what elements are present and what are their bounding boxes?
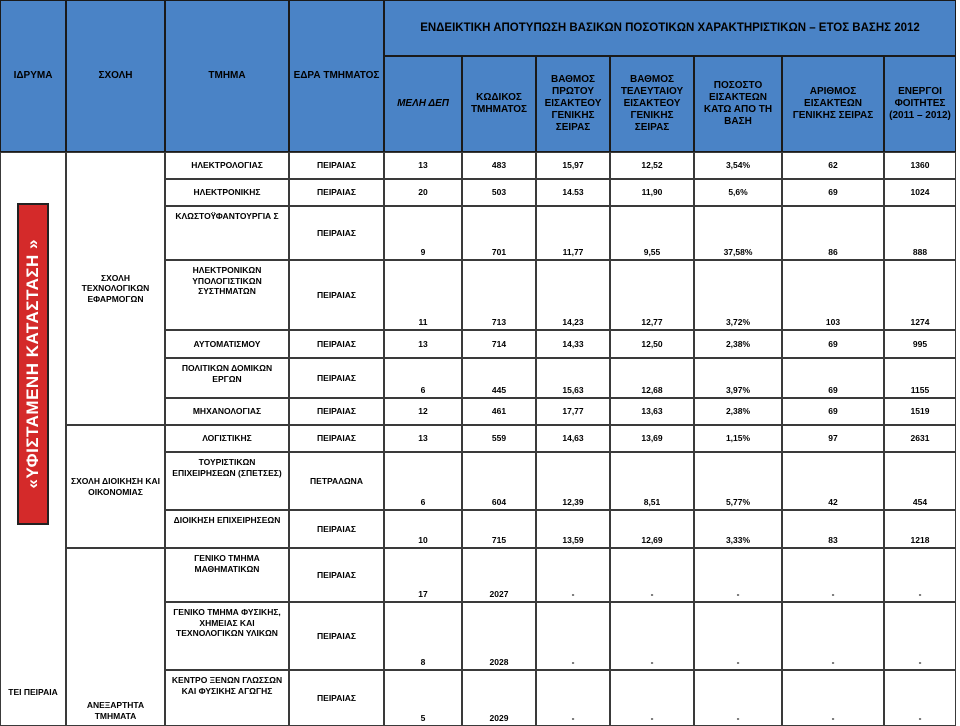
dept-name: ΠΟΛΙΤΙΚΩΝ ΔΟΜΙΚΩΝ ΕΡΓΩΝ	[165, 358, 289, 398]
header-institution: ΙΔΡΥΜΑ	[0, 0, 66, 152]
last-grade: -	[610, 670, 694, 726]
staff-count: 11	[384, 260, 462, 330]
dept-name: ΗΛΕΚΤΡΟΛΟΓΙΑΣ	[165, 152, 289, 179]
dept-name: ΓΕΝΙΚΟ ΤΜΗΜΑ ΜΑΘΗΜΑΤΙΚΩΝ	[165, 548, 289, 602]
below-base-pct: 2,38%	[694, 330, 782, 358]
below-base-pct: 3,54%	[694, 152, 782, 179]
staff-count: 6	[384, 452, 462, 510]
active-students: 1155	[884, 358, 956, 398]
school-independent-departments: ΑΝΕΞΑΡΤΗΤΑ ΤΜΗΜΑΤΑ	[66, 548, 165, 726]
admitted-count: 103	[782, 260, 884, 330]
staff-count: 13	[384, 152, 462, 179]
header-active-students: ΕΝΕΡΓΟΙ ΦΟΙΤΗΤΕΣ (2011 – 2012)	[884, 56, 956, 152]
staff-count: 9	[384, 206, 462, 260]
dept-code: 2027	[462, 548, 536, 602]
below-base-pct: 3,97%	[694, 358, 782, 398]
admitted-count: 69	[782, 179, 884, 206]
first-grade: 17,77	[536, 398, 610, 425]
active-students: 1218	[884, 510, 956, 548]
staff-count: 12	[384, 398, 462, 425]
active-students: 1274	[884, 260, 956, 330]
dept-seat: ΠΕΙΡΑΙΑΣ	[289, 330, 384, 358]
active-students: -	[884, 548, 956, 602]
dept-name: ΤΟΥΡΙΣΤΙΚΩΝ ΕΠΙΧΕΙΡΗΣΕΩΝ (ΣΠΕΤΣΕΣ)	[165, 452, 289, 510]
dept-code: 715	[462, 510, 536, 548]
dept-code: 2029	[462, 670, 536, 726]
admitted-count: 97	[782, 425, 884, 452]
dept-code: 714	[462, 330, 536, 358]
admitted-count: 69	[782, 398, 884, 425]
staff-count: 13	[384, 330, 462, 358]
dept-code: 713	[462, 260, 536, 330]
staff-count: 6	[384, 358, 462, 398]
dept-seat: ΠΕΙΡΑΙΑΣ	[289, 152, 384, 179]
active-students: 888	[884, 206, 956, 260]
header-banner: ΕΝΔΕΙΚΤΙΚΗ ΑΠΟΤΥΠΩΣΗ ΒΑΣΙΚΩΝ ΠΟΣΟΤΙΚΩΝ ΧΑΡΑΚΤΗΡΙΣΤΙΚΩΝ – ΕΤΟΣ ΒΑΣΗΣ 2012	[384, 0, 956, 56]
header-department: ΤΜΗΜΑ	[165, 0, 289, 152]
first-grade: -	[536, 602, 610, 670]
dept-seat: ΠΕΙΡΑΙΑΣ	[289, 548, 384, 602]
below-base-pct: 3,72%	[694, 260, 782, 330]
staff-count: 5	[384, 670, 462, 726]
below-base-pct: 1,15%	[694, 425, 782, 452]
header-seat: ΕΔΡΑ ΤΜΗΜΑΤΟΣ	[289, 0, 384, 152]
dept-seat: ΠΕΙΡΑΙΑΣ	[289, 425, 384, 452]
admitted-count: 62	[782, 152, 884, 179]
admitted-count: 69	[782, 358, 884, 398]
admitted-count: 86	[782, 206, 884, 260]
last-grade: -	[610, 602, 694, 670]
below-base-pct: 2,38%	[694, 398, 782, 425]
staff-count: 20	[384, 179, 462, 206]
below-base-pct: 5,77%	[694, 452, 782, 510]
dept-seat: ΠΕΙΡΑΙΑΣ	[289, 179, 384, 206]
last-grade: 13,63	[610, 398, 694, 425]
last-grade: 12,77	[610, 260, 694, 330]
school-management-economics: ΣΧΟΛΗ ΔΙΟΙΚΗΣΗ ΚΑΙ ΟΙΚΟΝΟΜΙΑΣ	[66, 425, 165, 548]
dept-name: ΗΛΕΚΤΡΟΝΙΚΩΝ ΥΠΟΛΟΓΙΣΤΙΚΩΝ ΣΥΣΤΗΜΑΤΩΝ	[165, 260, 289, 330]
first-grade: 15,97	[536, 152, 610, 179]
dept-name: ΑΥΤΟΜΑΤΙΣΜΟΥ	[165, 330, 289, 358]
below-base-pct: -	[694, 602, 782, 670]
staff-count: 13	[384, 425, 462, 452]
dept-name: ΓΕΝΙΚΟ ΤΜΗΜΑ ΦΥΣΙΚΗΣ, ΧΗΜΕΙΑΣ ΚΑΙ ΤΕΧΝΟΛΟΓΙΚΩΝ ΥΛΙΚΩΝ	[165, 602, 289, 670]
active-students: 1024	[884, 179, 956, 206]
dept-name: ΛΟΓΙΣΤΙΚΗΣ	[165, 425, 289, 452]
last-grade: 8,51	[610, 452, 694, 510]
first-grade: 15,63	[536, 358, 610, 398]
header-admitted: ΑΡΙΘΜΟΣ ΕΙΣΑΚΤΕΩΝ ΓΕΝΙΚΗΣ ΣΕΙΡΑΣ	[782, 56, 884, 152]
dept-name: ΚΛΩΣΤΟΫΦΑΝΤΟΥΡΓΙΑ Σ	[165, 206, 289, 260]
last-grade: 9,55	[610, 206, 694, 260]
dept-name: ΜΗΧΑΝΟΛΟΓΙΑΣ	[165, 398, 289, 425]
dept-seat: ΠΕΙΡΑΙΑΣ	[289, 510, 384, 548]
first-grade: 11,77	[536, 206, 610, 260]
first-grade: 14,63	[536, 425, 610, 452]
last-grade: 12,68	[610, 358, 694, 398]
school-technological-applications: ΣΧΟΛΗ ΤΕΧΝΟΛΟΓΙΚΩΝ ΕΦΑΡΜΟΓΩΝ	[66, 152, 165, 425]
dept-code: 483	[462, 152, 536, 179]
first-grade: 14,23	[536, 260, 610, 330]
header-last-grade: ΒΑΘΜΟΣ ΤΕΛΕΥΤΑΙΟΥ ΕΙΣΑΚΤΕΟΥ ΓΕΝΙΚΗΣ ΣΕΙΡΑΣ	[610, 56, 694, 152]
dept-seat: ΠΕΙΡΑΙΑΣ	[289, 206, 384, 260]
active-students: 1519	[884, 398, 956, 425]
last-grade: 13,69	[610, 425, 694, 452]
first-grade: 14.53	[536, 179, 610, 206]
dept-code: 2028	[462, 602, 536, 670]
dept-code: 604	[462, 452, 536, 510]
dept-seat: ΠΕΙΡΑΙΑΣ	[289, 398, 384, 425]
last-grade: 12,52	[610, 152, 694, 179]
below-base-pct: 37,58%	[694, 206, 782, 260]
active-students: 2631	[884, 425, 956, 452]
last-grade: 12,50	[610, 330, 694, 358]
below-base-pct: 5,6%	[694, 179, 782, 206]
first-grade: 14,33	[536, 330, 610, 358]
last-grade: -	[610, 548, 694, 602]
dept-seat: ΠΕΙΡΑΙΑΣ	[289, 260, 384, 330]
header-staff: ΜΕΛΗ ΔΕΠ	[384, 56, 462, 152]
first-grade: -	[536, 548, 610, 602]
admitted-count: -	[782, 670, 884, 726]
institution-name: ΤΕΙ ΠΕΙΡΑΙΑ	[8, 687, 58, 697]
staff-count: 8	[384, 602, 462, 670]
first-grade: -	[536, 670, 610, 726]
active-students: -	[884, 602, 956, 670]
last-grade: 12,69	[610, 510, 694, 548]
dept-name: ΔΙΟΙΚΗΣΗ ΕΠΙΧΕΙΡΗΣΕΩΝ	[165, 510, 289, 548]
admitted-count: 42	[782, 452, 884, 510]
admitted-count: 69	[782, 330, 884, 358]
dept-name: ΗΛΕΚΤΡΟΝΙΚΗΣ	[165, 179, 289, 206]
admitted-count: -	[782, 548, 884, 602]
dept-code: 461	[462, 398, 536, 425]
header-below-base: ΠΟΣΟΣΤΟ ΕΙΣΑΚΤΕΩΝ ΚΑΤΩ ΑΠΟ ΤΗ ΒΑΣΗ	[694, 56, 782, 152]
dept-code: 559	[462, 425, 536, 452]
header-first-grade: ΒΑΘΜΟΣ ΠΡΩΤΟΥ ΕΙΣΑΚΤΕΟΥ ΓΕΝΙΚΗΣ ΣΕΙΡΑΣ	[536, 56, 610, 152]
dept-code: 445	[462, 358, 536, 398]
staff-count: 10	[384, 510, 462, 548]
dept-name: ΚΕΝΤΡΟ ΞΕΝΩΝ ΓΛΩΣΣΩΝ ΚΑΙ ΦΥΣΙΚΗΣ ΑΓΩΓΗΣ	[165, 670, 289, 726]
first-grade: 12,39	[536, 452, 610, 510]
dept-seat: ΠΕΙΡΑΙΑΣ	[289, 670, 384, 726]
header-school: ΣΧΟΛΗ	[66, 0, 165, 152]
dept-seat: ΠΕΙΡΑΙΑΣ	[289, 358, 384, 398]
below-base-pct: 3,33%	[694, 510, 782, 548]
institution-cell	[0, 152, 66, 726]
admitted-count: 83	[782, 510, 884, 548]
admitted-count: -	[782, 602, 884, 670]
dept-code: 503	[462, 179, 536, 206]
dept-seat: ΠΕΙΡΑΙΑΣ	[289, 602, 384, 670]
dept-code: 701	[462, 206, 536, 260]
below-base-pct: -	[694, 670, 782, 726]
status-badge: «ΥΦΙΣΤΑΜΕΝΗ ΚΑΤΑΣΤΑΣΗ »	[17, 203, 49, 525]
staff-count: 17	[384, 548, 462, 602]
below-base-pct: -	[694, 548, 782, 602]
active-students: 454	[884, 452, 956, 510]
first-grade: 13,59	[536, 510, 610, 548]
header-code: ΚΩΔΙΚΟΣ ΤΜΗΜΑΤΟΣ	[462, 56, 536, 152]
active-students: -	[884, 670, 956, 726]
active-students: 995	[884, 330, 956, 358]
active-students: 1360	[884, 152, 956, 179]
last-grade: 11,90	[610, 179, 694, 206]
dept-seat: ΠΕΤΡΑΛΩΝΑ	[289, 452, 384, 510]
